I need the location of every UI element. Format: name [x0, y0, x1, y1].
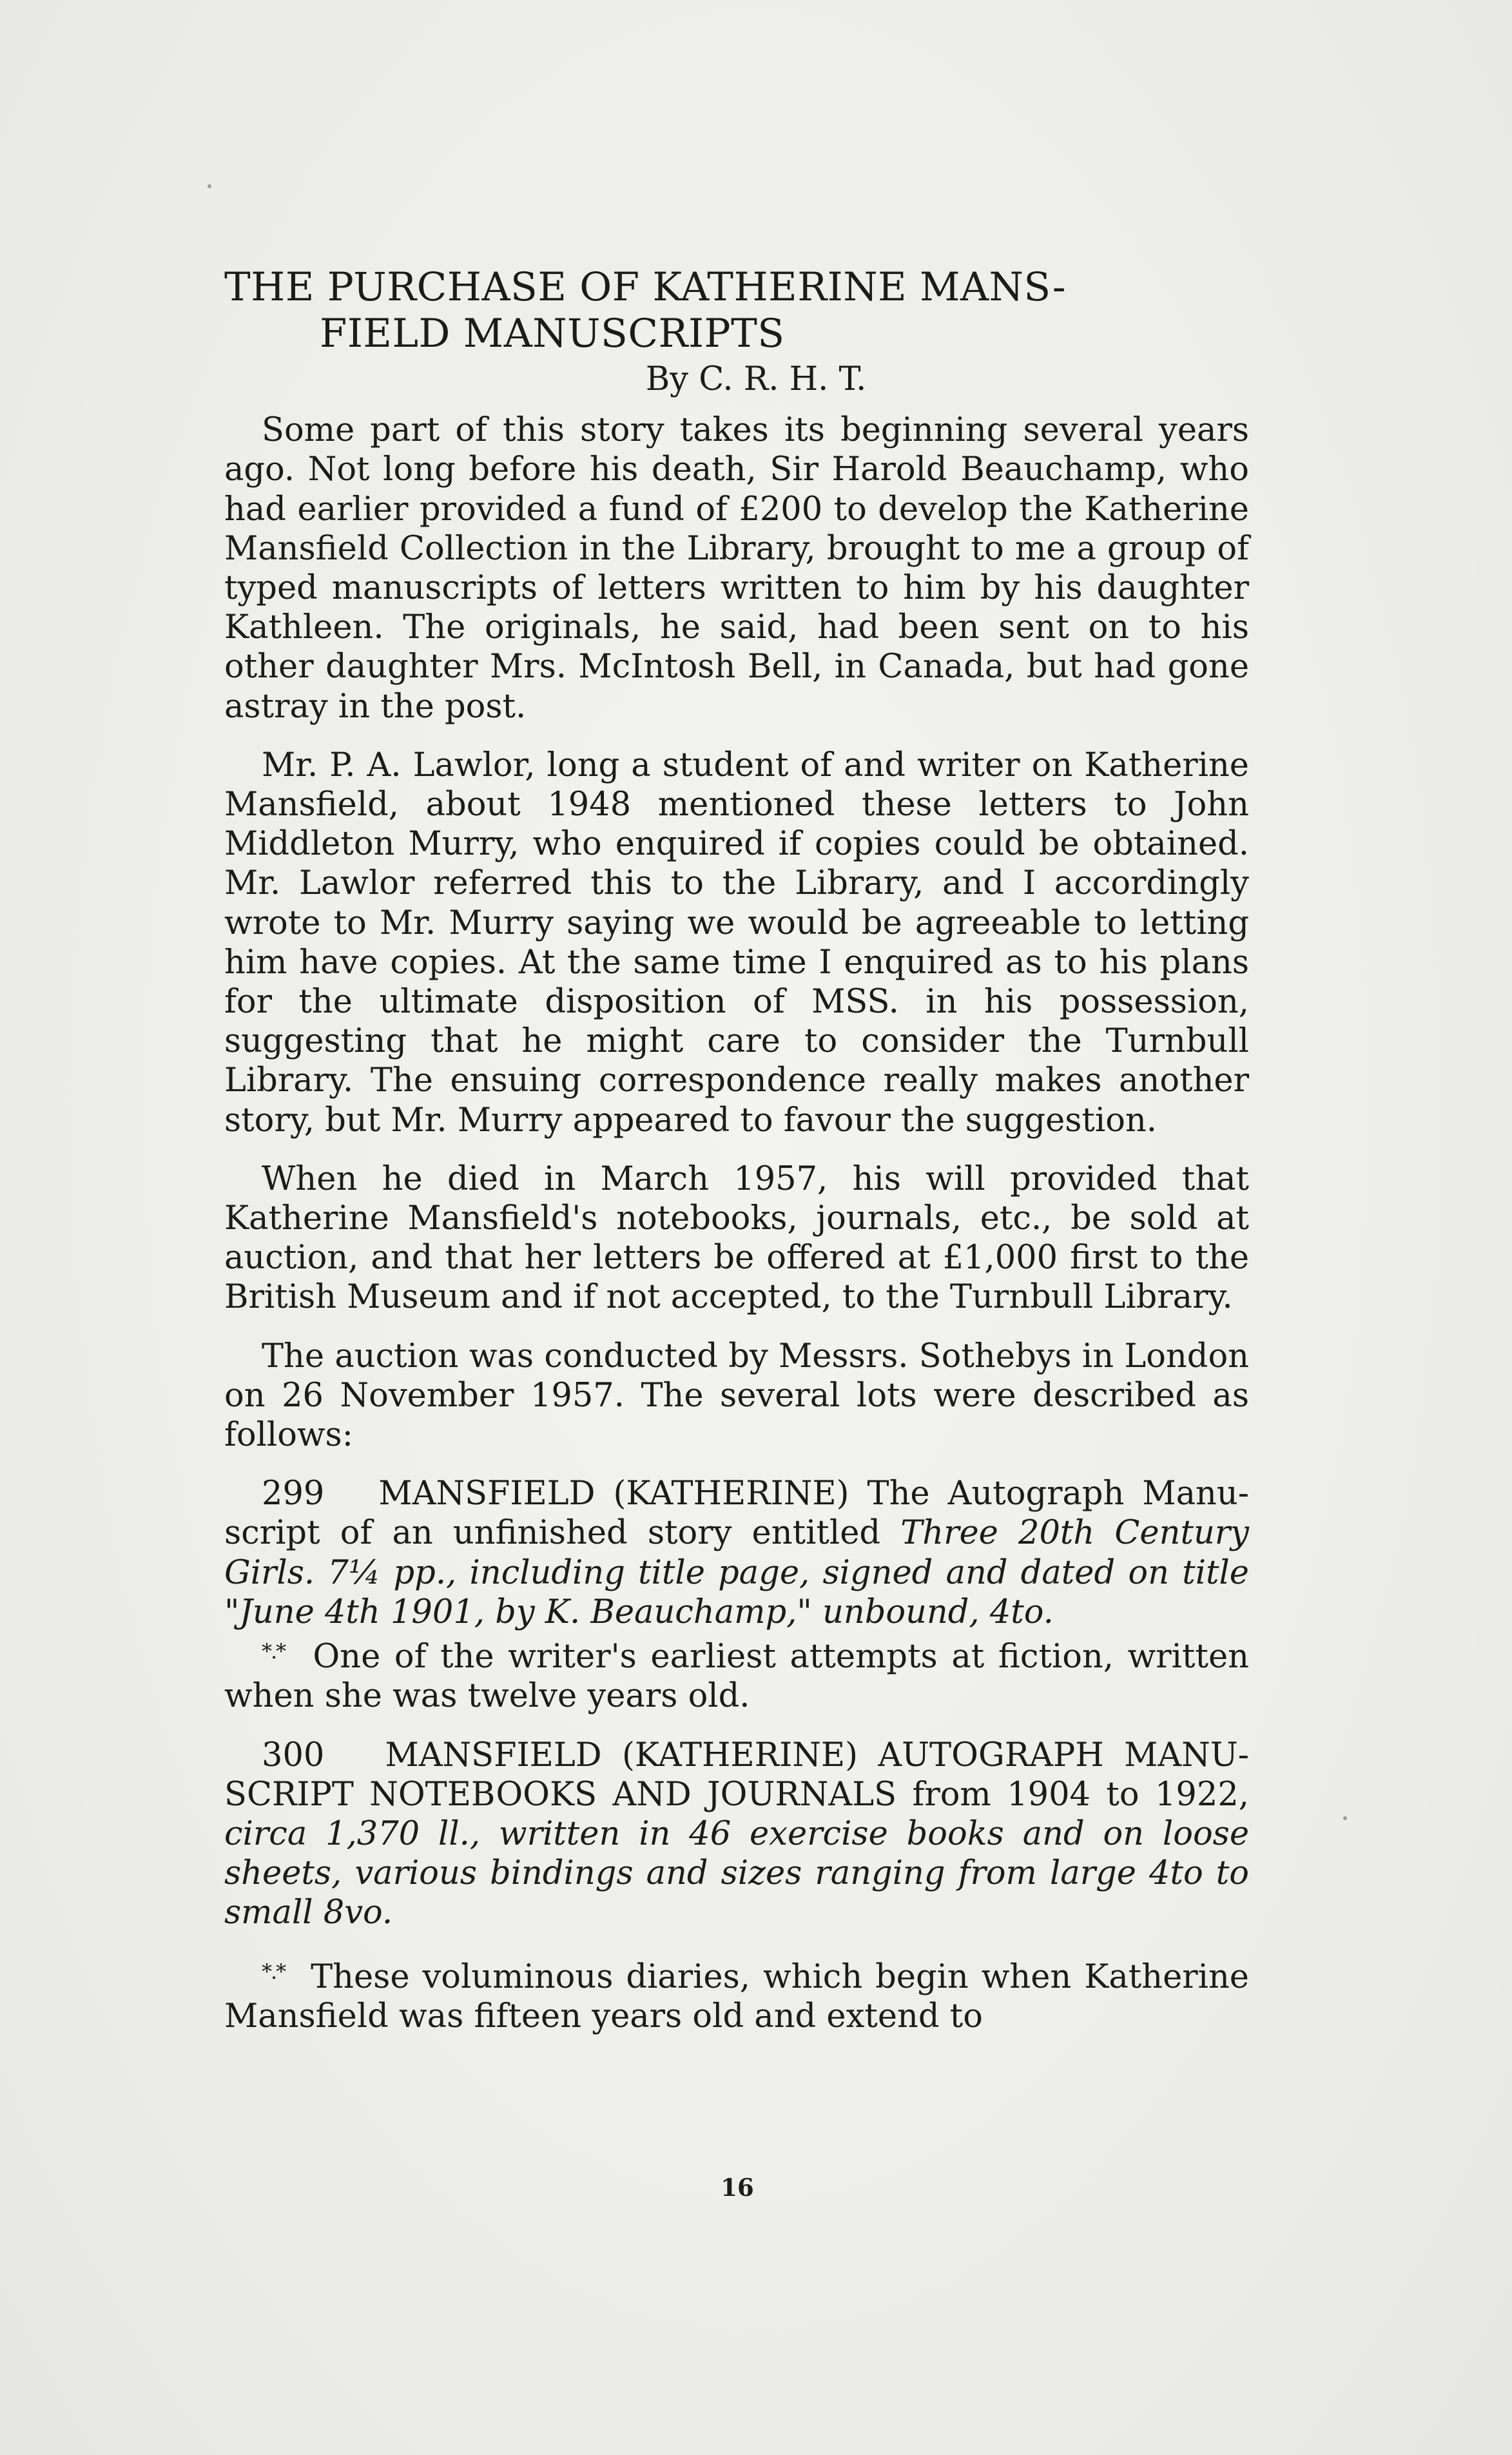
page-number: 16	[721, 2173, 754, 2202]
asterism-icon: *.*	[262, 1959, 286, 1984]
title-line-2: FIELD MANUSCRIPTS	[320, 311, 785, 356]
lot-299-text: The Autograph Manuscript of an unfinished story entitled	[224, 1475, 1249, 1553]
lot-300-note-text: These voluminous diaries, which begin when Katherine Mansfield was fifteen years old and extend to	[224, 1957, 1249, 2035]
lot-300-entry	[224, 1736, 1249, 1933]
lot-300-note	[224, 1952, 1249, 2036]
article-title	[224, 264, 1249, 357]
paragraph-4: The auction was conducted by Messrs. Sothebys in London on 26 November 1957. The several lots were described as follows:	[224, 1337, 1249, 1455]
paragraph-1: Some part of this story takes its beginning several years ago. Not long before his death, Sir Harold Beauchamp, who had earlier provided a fund of £200 to develop the Katherine Mansfield Collection in the Library, brought to me a group of typed manuscripts of letters written to him by his daughter Kathleen. The originals, he said, had been sent on to his other daughter Mrs. McIntosh Bell, in Canada, but had gone astray in the post.	[224, 411, 1249, 726]
lot-299-entry	[224, 1474, 1249, 1632]
paragraph-2: Mr. P. A. Lawlor, long a student of and writer on Katherine Mansfield, about 1948 mentioned these letters to John Middleton Murry, who enquired if copies could be obtained. Mr. Lawlor referred this to the Library, and I accordingly wrote to Mr. Murry saying we would be agreeable to letting him have copies. At the same time I enquired as to his plans for the ultimate disposition of MSS. in his possession, suggesting that he might care to consider the Turnbull Library. The ensuing correspondence really makes another story, but Mr. Murry appeared to favour the suggestion.	[224, 746, 1249, 1140]
title-line-1: THE PURCHASE OF KATHERINE MANS-	[224, 264, 1067, 310]
asterism-icon: *.*	[262, 1639, 286, 1664]
lot-300-number: 300	[262, 1736, 325, 1774]
paragraph-3: When he died in March 1957, his will provided that Katherine Mansfield's notebooks, journals, etc., be sold at auction, and that her letters be offered at £1,000 first to the British Museum and if not accepted, to the Turnbull Library.	[224, 1160, 1249, 1317]
lot-299-note	[224, 1632, 1249, 1716]
byline: By C. R. H. T.	[645, 360, 867, 398]
lot-299-number: 299	[262, 1475, 325, 1513]
lot-299-note-text: One of the writer's earliest attempts at fiction, written when she was twelve years old.	[224, 1638, 1249, 1716]
lot-300-heading: MANSFIELD (KATHERINE) AUTOGRAPH MANUSCRIPT NOTEBOOKS AND JOURNALS	[224, 1736, 1249, 1814]
lot-299-heading: MANSFIELD (KATHERINE)	[378, 1475, 849, 1513]
lot-299-description: Three 20th Century Girls. 7¼ pp., including title page, signed and dated on title "June 4th 1901, by K. Beauchamp," unbound, 4to.	[224, 1514, 1249, 1631]
lot-300-text: from 1904 to 1922,	[912, 1775, 1249, 1814]
paper-speck	[1343, 1816, 1347, 1820]
lot-300-description: circa 1,370 ll., written in 46 exercise books and on loose sheets, various bindings and sizes ranging from large 4to to small 8vo.	[224, 1814, 1249, 1932]
paper-speck	[208, 184, 211, 188]
article-column	[224, 264, 1249, 2055]
